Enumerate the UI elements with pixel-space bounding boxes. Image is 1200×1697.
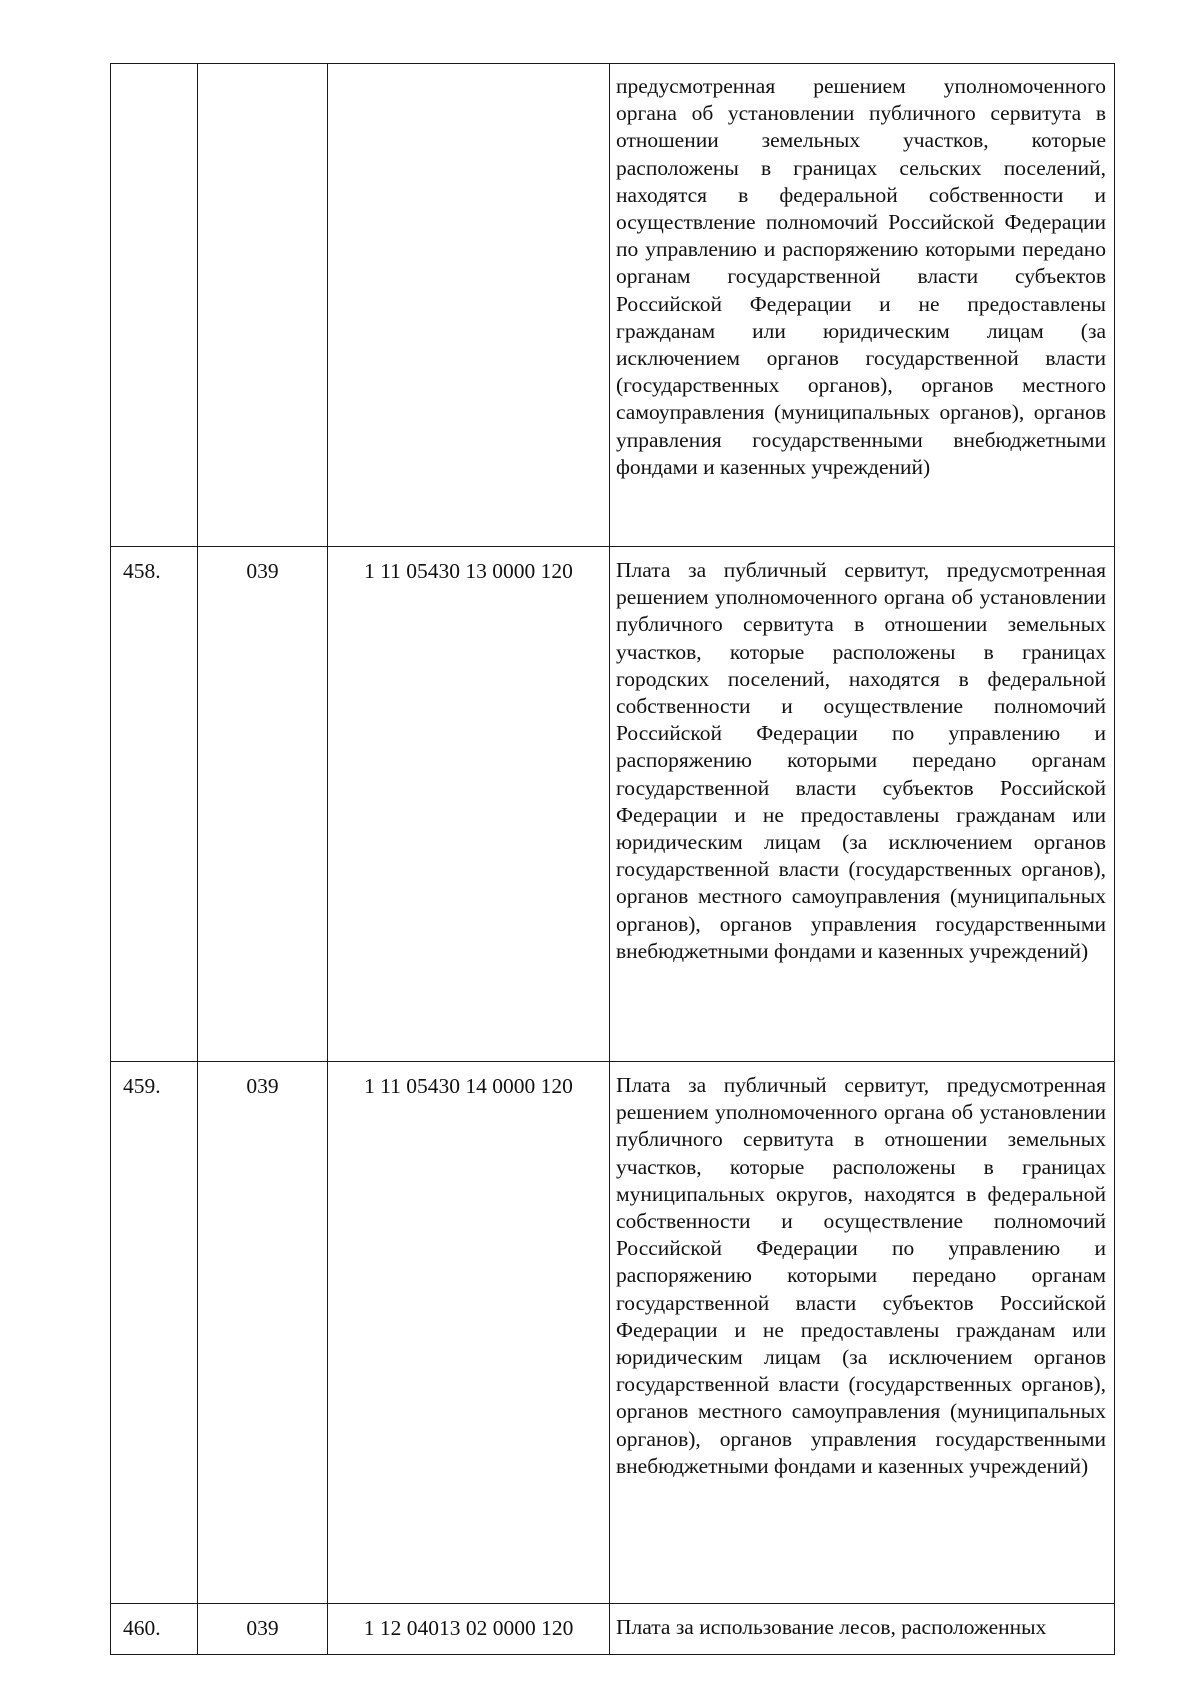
row-number xyxy=(111,64,197,75)
row-number-cell xyxy=(111,547,198,1062)
table-row xyxy=(111,64,1115,547)
description-text: Плата за использование лесов, расположенных xyxy=(616,1615,1047,1639)
admin-code-cell xyxy=(198,1062,328,1604)
row-number: 459. xyxy=(123,1074,161,1098)
description-text: Плата за публичный сервитут, предусмотренная решением уполномоченного органа об установлении публичного сервитута в отношении земельных участков, которые расположены в границах городских поселений, находятся в федеральной собственности и осуществление полномочий Российской Федерации по управлению и распоряжению которыми передано органам государственной власти субъектов Российской Федерации и не предоставлены гражданам или юридическим лицам (за исключением органов государственной власти (государственных органов), органов местного самоуправления (муниципальных органов), органов управления государственными внебюджетными фондами и казенных учреждений) xyxy=(616,558,1106,963)
admin-code: 039 xyxy=(246,1616,279,1640)
description-cell xyxy=(610,1062,1115,1604)
admin-code-cell xyxy=(198,547,328,1062)
kbk-code: 1 11 05430 13 0000 120 xyxy=(364,559,573,583)
kbk-code-cell xyxy=(328,547,610,1062)
kbk-code xyxy=(328,64,609,75)
row-number: 458. xyxy=(123,559,161,583)
table-row xyxy=(111,1604,1115,1655)
kbk-code-cell xyxy=(328,1062,610,1604)
admin-code: 039 xyxy=(246,559,279,583)
row-number-cell xyxy=(111,1604,198,1655)
description-cell xyxy=(610,547,1115,1062)
description-text: предусмотренная решением уполномоченного органа об установлении публичного сервитута в отношении земельных участков, которые расположены в границах сельских поселений, находятся в федеральной собственности и осуществление полномочий Российской Федерации по управлению и распоряжению которыми передано органам государственной власти субъектов Российской Федерации и не предоставлены гражданам или юридическим лицам (за исключением органов государственной власти (государственных органов), органов местного самоуправления (муниципальных органов), органов управления государственными внебюджетными фондами и казенных учреждений) xyxy=(616,74,1106,479)
description-text: Плата за публичный сервитут, предусмотренная решением уполномоченного органа об установлении публичного сервитута в отношении земельных участков, которые расположены в границах муниципальных округов, находятся в федеральной собственности и осуществление полномочий Российской Федерации по управлению и распоряжению которыми передано органам государственной власти субъектов Российской Федерации и не предоставлены гражданам или юридическим лицам (за исключением органов государственной власти (государственных органов), органов местного самоуправления (муниципальных органов), органов управления государственными внебюджетными фондами и казенных учреждений) xyxy=(616,1073,1106,1478)
table-row xyxy=(111,1062,1115,1604)
admin-code-cell xyxy=(198,1604,328,1655)
kbk-code: 1 12 04013 02 0000 120 xyxy=(363,1616,574,1640)
row-number-cell xyxy=(111,64,198,547)
revenue-codes-table xyxy=(110,63,1115,1655)
admin-code-cell xyxy=(198,64,328,547)
admin-code: 039 xyxy=(246,1074,279,1098)
row-number-cell xyxy=(111,1062,198,1604)
description-cell xyxy=(610,64,1115,547)
description-cell xyxy=(610,1604,1115,1655)
kbk-code: 1 11 05430 14 0000 120 xyxy=(364,1074,573,1098)
admin-code xyxy=(198,64,327,75)
table-row xyxy=(111,547,1115,1062)
kbk-code-cell xyxy=(328,64,610,547)
row-number: 460. xyxy=(123,1616,161,1640)
kbk-code-cell xyxy=(328,1604,610,1655)
